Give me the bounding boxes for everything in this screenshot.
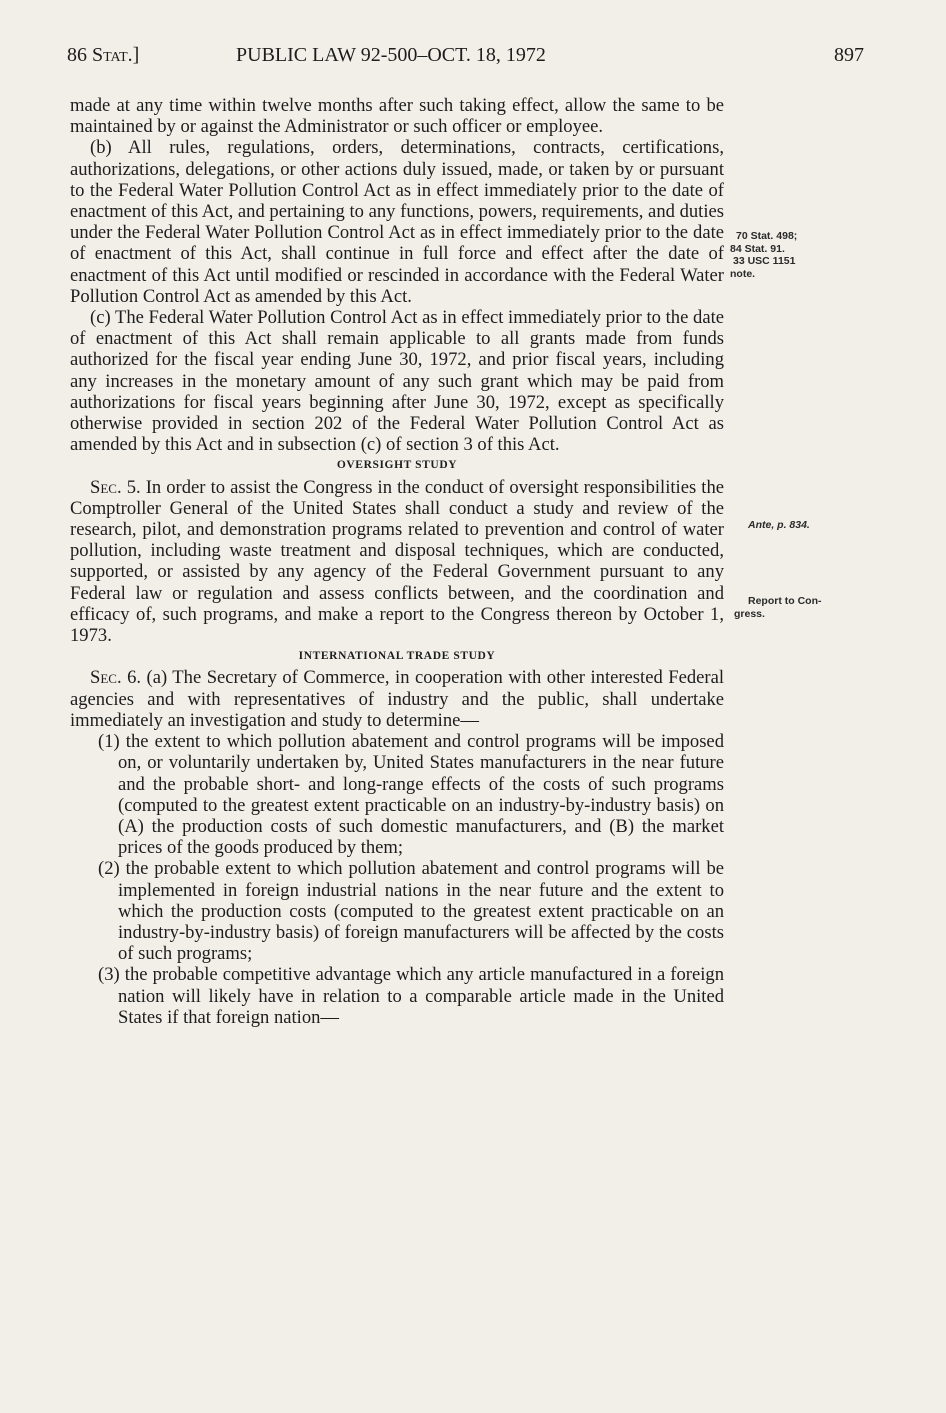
citation-note (730, 230, 797, 280)
page-header (67, 44, 867, 74)
list-item: (3) the probable competitive advantage which any article manufactured in a foreign nation will likely have in relation to a comparable article made in the United States if that foreign nation— (98, 964, 724, 1028)
section-5 (70, 477, 724, 647)
citation-line: 84 Stat. 91. (730, 242, 785, 255)
header-bracket: ] (132, 44, 140, 66)
stat-label: Stat. (92, 44, 133, 66)
paragraph-c: (c) The Federal Water Pollution Control Act as in effect immediately prior to the date of enactment of this Act shall remain applicable to all grants made from funds authorized for the fiscal year ending June 30, 1972, and prior fiscal years, including any increases in the monetary amount of any such grant which may be paid from authorizations for fiscal years beginning after June 30, 1972, except as specifically otherwise provided in section 202 of the Federal Water Pollution Control Act as amended by this Act and in subsection (c) of section 3 of this Act. (70, 307, 724, 456)
citation-line: 70 Stat. 498; (736, 230, 798, 242)
ante-reference-note (748, 519, 810, 532)
report-note-line: gress. (734, 607, 765, 620)
heading-oversight-study: OVERSIGHT STUDY (336, 459, 458, 472)
section-6 (70, 667, 724, 731)
section-5-label: Sec. (90, 476, 122, 498)
list-item: (2) the probable extent to which pollution abatement and control programs will be implemented in foreign industrial nations in the near future and the extent to which the production costs (computed to the greatest extent practicable on an industry-by-industry basis) of foreign manufacturers will be affected by the costs of such programs; (98, 858, 724, 965)
report-note-line: Report to Con- (748, 595, 822, 607)
list-item: (1) the extent to which pollution abatement and control programs will be imposed on, or voluntarily undertaken by, United States manufacturers in the near future and the probable short- and long-range effects of the costs of such programs (computed to the greatest extent practicable on an industry-by-industry basis) on (A) the production costs of such domestic manufacturers, and (B) the market prices of the goods produced by them; (98, 731, 724, 859)
section-6-text: 6. (a) The Secretary of Commerce, in cooperation with other interested Federal agencies and with representatives of industry and the public, shall undertake immediately an investigation and study to determine— (70, 667, 724, 731)
section-5-text: 5. In order to assist the Congress in the conduct of oversight responsibilities the Comptroller General of the United States shall conduct a study and review of the research, pilot, and demonstration programs related to prevention and control of water pollution, including waste treatment and disposal techniques, which are conducted, supported, or assisted by any agency of the Federal Government pursuant to any Federal law or regulation and assess conflicts between, and the coordination and efficacy of, such programs, and make a report to the Congress thereon by October 1, 1973. (70, 476, 724, 647)
citation-line: note. (730, 267, 756, 280)
report-to-congress-note (734, 595, 822, 620)
continued-paragraph: made at any time within twelve months after such taking effect, allow the same to be maintained by or against the Administrator or such officer or employee. (70, 95, 724, 138)
volume-number: 86 (67, 44, 87, 66)
heading-international-trade-study: INTERNATIONAL TRADE STUDY (298, 650, 496, 663)
page-number: 897 (834, 44, 864, 66)
main-text-column (70, 95, 724, 1028)
section-6-label: Sec. (90, 667, 122, 689)
paragraph-b: (b) All rules, regulations, orders, determinations, contracts, certifications, authorizations, delegations, or other actions duly issued, made, or taken by or pursuant to the Federal Water Pollution Control Act as in effect immediately prior to the date of enactment of this Act, and pertaining to any functions, powers, requirements, and duties under the Federal Water Pollution Control Act as in effect immediately prior to the date of enactment of this Act, shall continue in full force and effect after the date of enactment of this Act until modified or rescinded in accordance with the Federal Water Pollution Control Act as amended by this Act. (70, 137, 724, 307)
stat-reference (67, 44, 139, 67)
ante-reference: Ante, p. 834. (748, 519, 810, 531)
header-title: PUBLIC LAW 92-500–OCT. 18, 1972 (236, 44, 546, 66)
citation-line: 33 USC 1151 (733, 255, 796, 267)
